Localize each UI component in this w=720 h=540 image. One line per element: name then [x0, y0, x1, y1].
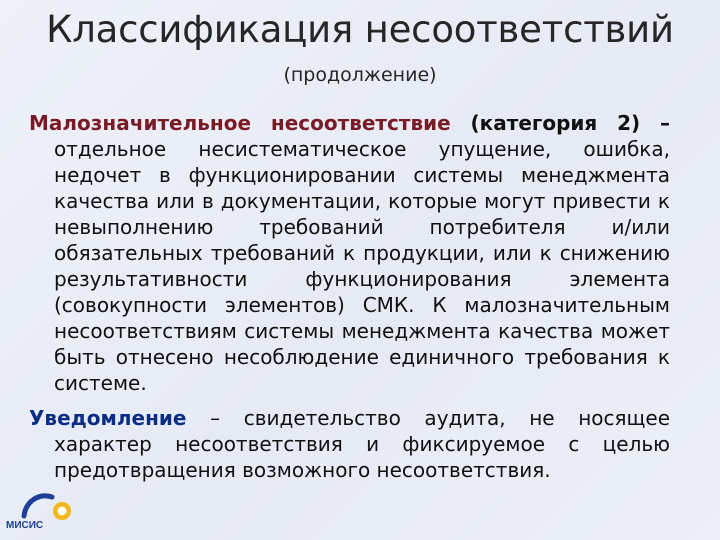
- slide-title: Классификация несоответствий: [46, 8, 674, 51]
- term-minor-nonconformity: Малозначительное несоответствие: [29, 111, 451, 135]
- misis-logo-mark: [6, 488, 72, 532]
- logo-text: МИСИС: [6, 520, 44, 531]
- definition-paragraph: [29, 110, 670, 396]
- term-category: (категория 2) –: [450, 111, 670, 135]
- definition-notification: [29, 405, 670, 483]
- definition-paragraph: [29, 405, 670, 483]
- definition-text: – свидетельство аудита, не носящее характер несоответствия и фиксируемое с целью предотвращения возможного несоответствия.: [54, 406, 670, 482]
- definition-minor-nonconformity: [29, 110, 670, 396]
- term-notification: Уведомление: [29, 406, 187, 430]
- misis-logo: [6, 488, 72, 532]
- definition-text: отдельное несистематическое упущение, ошибка, недочет в функционировании системы менеджмента качества или в документации, которые могут привести к невыполнению требований потребителя и/или обязательных требований к продукции, или к снижению результативности функционирования элемента (совокупности элементов) СМК. К малозначительным несоответствиям системы менеджмента качества может быть отнесено несоблюдение единичного требования к системе.: [54, 137, 670, 395]
- slide-subtitle: (продолжение): [283, 64, 437, 86]
